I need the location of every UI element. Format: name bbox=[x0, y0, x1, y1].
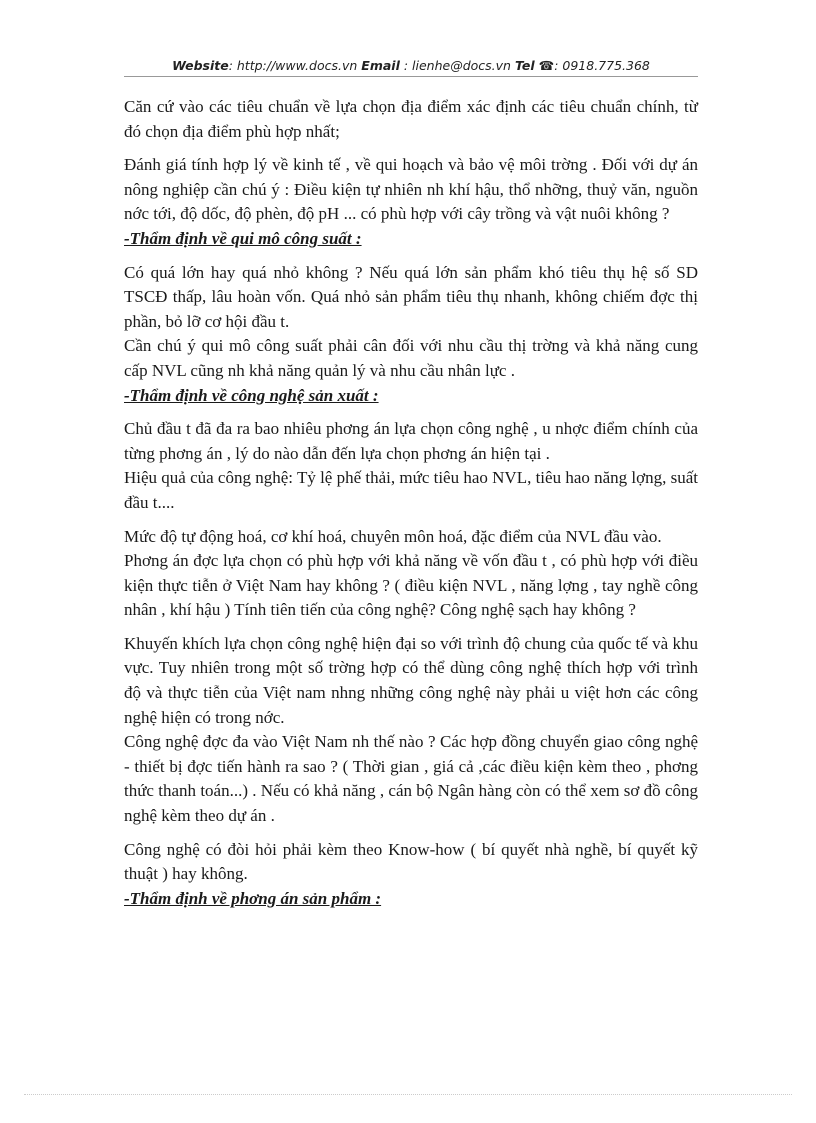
document-body bbox=[124, 95, 698, 911]
phone-icon: ☎ bbox=[538, 58, 555, 73]
paragraph-capacity-balance: Cần chú ý qui mô công suất phải cân đối với nhu cầu thị trờng và khả năng cung cấp NVL cũng nh khả năng quản lý và nhu cầu nhân lực . bbox=[124, 336, 698, 380]
paragraph-technology-options: Chủ đầu t đã đa ra bao nhiêu phơng án lựa chọn công nghệ , u nhợc điểm chính của từng phơng án , lý do nào dẫn đến lựa chọn phơng án hiện tại . bbox=[124, 419, 698, 463]
email-label: Email bbox=[361, 58, 400, 73]
paragraph-technology-transfer: Công nghệ đợc đa vào Việt Nam nh thế nào ? Các hợp đồng chuyển giao công nghệ - thiết bị đợc tiến hành ra sao ? ( Thời gian , giá cả ,các điều kiện kèm theo , phơng thức thanh toán...) . Nếu có khả năng , cán bộ Ngân hàng còn có thể xem sơ đồ công nghệ kèm theo dự án . bbox=[124, 732, 698, 826]
website-value: : http://www.docs.vn bbox=[228, 58, 358, 73]
tel-label: Tel bbox=[514, 58, 535, 73]
page-header bbox=[124, 58, 698, 73]
header-divider bbox=[124, 76, 698, 77]
paragraph-automation: Mức độ tự động hoá, cơ khí hoá, chuyên môn hoá, đặc điểm của NVL đầu vào. bbox=[124, 526, 662, 546]
paragraph-economic-evaluation: Đánh giá tính hợp lý về kinh tế , về qui hoạch và bảo vệ môi trờng . Đối với dự án nông nghiệp cần chú ý : Điều kiện tự nhiên nh khí hậu, thổ nhỡng, thuỷ văn, nguồn nớc tới, độ dốc, độ phèn, độ pH ... có phù hợp với cây trồng và vật nuôi không ? bbox=[124, 155, 698, 224]
paragraph-technology-efficiency: Hiệu quả của công nghệ: Tỷ lệ phế thải, mức tiêu hao NVL, tiêu hao năng lợng, suất đầu t.... bbox=[124, 468, 699, 512]
website-label: Website bbox=[172, 58, 229, 73]
page-bottom-border bbox=[24, 1094, 792, 1095]
paragraph-modern-technology: Khuyến khích lựa chọn công nghệ hiện đại so với trình độ chung của quốc tế và khu vực. Tuy nhiên trong một số trờng hợp có thể dùng công nghệ thích hợp với trình độ và thực tiễn của Việt nam nhng những công nghệ này phải u việt hơn các công nghệ hiện có trong nớc. bbox=[124, 633, 698, 727]
heading-product-plan: -Thẩm định về phơng án sản phẩm : bbox=[124, 888, 382, 908]
paragraph-selected-option: Phơng án đợc lựa chọn có phù hợp với khả năng về vốn đầu t , có phù hợp với điều kiện thực tiễn ở Việt Nam hay không ? ( điều kiện NVL , năng lợng , tay nghề công nhân , khí hậu ) Tính tiên tiến của công nghệ? Công nghệ sạch hay không ? bbox=[124, 551, 698, 620]
paragraph-site-criteria: Căn cứ vào các tiêu chuẩn về lựa chọn địa điểm xác định các tiêu chuẩn chính, từ đó chọn địa điểm phù hợp nhất; bbox=[124, 97, 698, 141]
heading-technology: -Thẩm định về công nghệ sản xuất : bbox=[124, 385, 379, 405]
paragraph-know-how: Công nghệ có đòi hỏi phải kèm theo Know-how ( bí quyết nhà nghề, bí quyết kỹ thuật ) hay không. bbox=[124, 839, 698, 884]
paragraph-capacity-size: Có quá lớn hay quá nhỏ không ? Nếu quá lớn sản phẩm khó tiêu thụ hệ số SD TSCĐ thấp, lâu hoàn vốn. Quá nhỏ sản phẩm tiêu thụ nhanh, không chiếm đợc thị phần, bỏ lỡ cơ hội đầu t. bbox=[124, 262, 698, 331]
tel-value: : 0918.775.368 bbox=[554, 58, 650, 73]
email-value: : lienhe@docs.vn bbox=[403, 58, 511, 73]
heading-capacity: -Thẩm định về qui mô công suất : bbox=[124, 228, 362, 248]
